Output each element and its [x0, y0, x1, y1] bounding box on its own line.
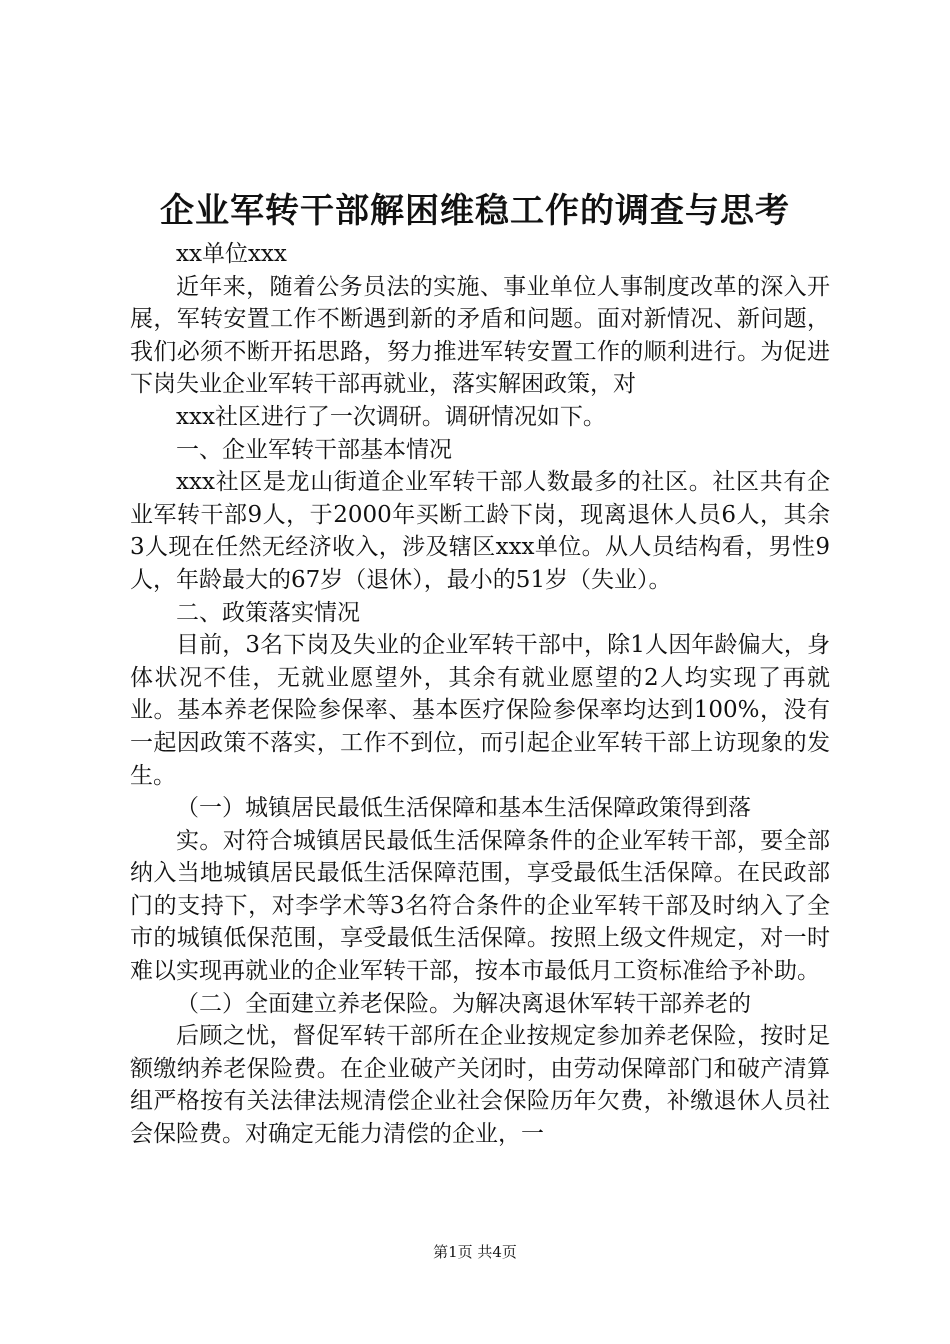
- document-body: [130, 238, 830, 1151]
- document-title: 企业军转干部解困维稳工作的调查与思考: [160, 191, 790, 231]
- section-heading-2: 二、政策落实情况: [176, 599, 360, 626]
- subsection-heading-2: （二）全面建立养老保险。为解决离退休军转干部养老的: [176, 990, 751, 1017]
- intro-paragraph: 近年来，随着公务员法的实施、事业单位人事制度改革的深入开展，军转安置工作不断遇到新的矛盾和问题。面对新情况、新问题，我们必须不断开拓思路，努力推进军转安置工作的顺利进行。为促进下岗失业企业军转干部再就业，落实解困政策，对: [130, 273, 830, 398]
- page-footer: 第1页 共4页: [433, 1243, 517, 1261]
- section-heading-1: 一、企业军转干部基本情况: [176, 436, 452, 463]
- subsection-2-paragraph: 后顾之忧，督促军转干部所在企业按规定参加养老保险，按时足额缴纳养老保险费。在企业破产关闭时，由劳动保障部门和破产清算组严格按有关法律法规清偿企业社会保险历年欠费，补缴退休人员社会保险费。对确定无能力清偿的企业，一: [130, 1023, 830, 1148]
- section-2-paragraph: 目前，3名下岗及失业的企业军转干部中，除1人因年龄偏大，身体状况不佳，无就业愿望外，其余有就业愿望的2人均实现了再就业。基本养老保险参保率、基本医疗保险参保率均达到100%，没有一起因政策不落实，工作不到位，而引起企业军转干部上访现象的发生。: [130, 632, 830, 789]
- author-line: xx单位xxx: [176, 241, 287, 267]
- intro-continuation: xxx社区进行了一次调研。调研情况如下。: [176, 403, 606, 430]
- subsection-1-paragraph: 实。对符合城镇居民最低生活保障条件的企业军转干部，要全部纳入当地城镇居民最低生活保障范围，享受最低生活保障。在民政部门的支持下，对李学术等3名符合条件的企业军转干部及时纳入了全市的城镇低保范围，享受最低生活保障。按照上级文件规定，对一时难以实现再就业的企业军转干部，按本市最低月工资标准给予补助。: [130, 827, 830, 985]
- subsection-heading-1: （一）城镇居民最低生活保障和基本生活保障政策得到落: [176, 795, 751, 822]
- section-1-paragraph: xxx社区是龙山街道企业军转干部人数最多的社区。社区共有企业军转干部9人，于2000年买断工龄下岗，现离退休人员6人，其余3人现在任然无经济收入，涉及辖区xxx单位。从人员结构看，男性9人，年龄最大的67岁（退休），最小的51岁（失业）。: [130, 469, 830, 593]
